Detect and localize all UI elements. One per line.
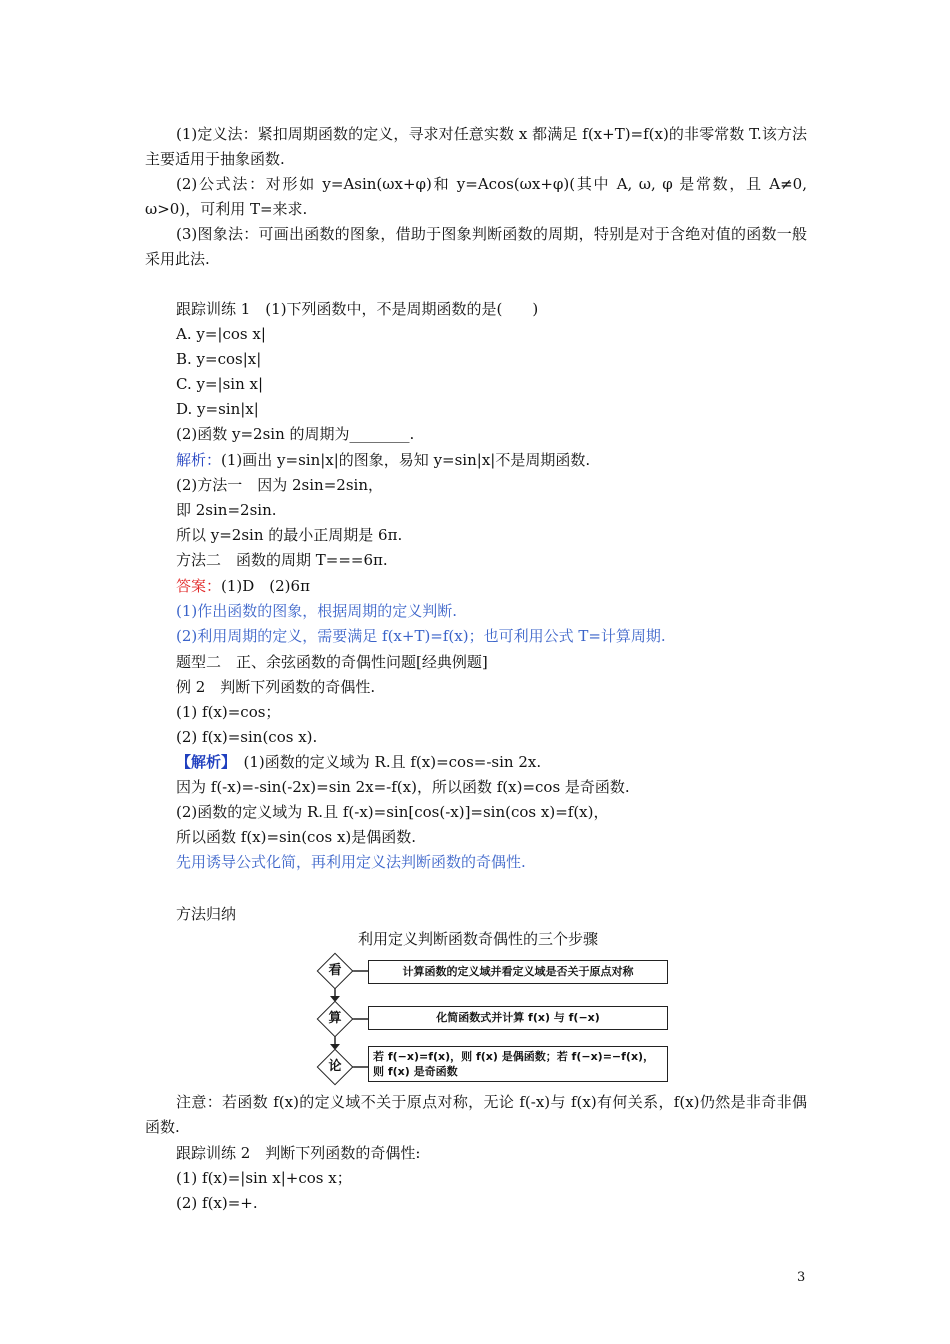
answer-text: (1)D (2)6π xyxy=(221,577,310,595)
solution-text-2: 因为 f(-x)=-sin(-2x)=sin 2x=-f(x)，所以函数 f(x)=cos 是奇函数. xyxy=(176,778,630,796)
method-one: (2)方法一 因为 2sin=2sin， xyxy=(176,476,383,494)
method-two: 方法二 函数的周期 T===6π. xyxy=(176,551,388,569)
answer-line xyxy=(176,576,310,596)
example-2: 例 2 判断下列函数的奇偶性. xyxy=(176,678,376,696)
step-conclude-text: 若 f(−x)=f(x)，则 f(x) 是偶函数；若 f(−x)=−f(x)，则 f(x) 是奇函数 xyxy=(373,1050,655,1078)
figure-title: 利用定义判断函数奇偶性的三个步骤 xyxy=(358,930,599,948)
method-formula: (2)公式法：对形如 y=Asin(ωx+φ)和 y=Acos(ωx+φ)(其中 A, ω, φ 是常数，且 A≠0, ω>0)，可利用 T=来求. xyxy=(145,175,807,218)
solution-text-3: (2)函数的定义域为 R.且 f(-x)=sin[cos(-x)]=sin(cos x)=f(x)， xyxy=(176,803,609,821)
step-look-key: 看 xyxy=(328,963,342,978)
answer-label: 答案： xyxy=(176,577,222,595)
option-b: B. y=cos|x| xyxy=(176,350,262,368)
summary-label: 方法归纳 xyxy=(176,905,237,923)
training2-title: 跟踪训练 2 判断下列函数的奇偶性: xyxy=(176,1144,421,1162)
method-definition: (1)定义法：紧扣周期函数的定义，寻求对任意实数 x 都满足 f(x+T)=f(x)的非零常数 T.该方法主要适用于抽象函数. xyxy=(145,125,807,168)
note: 注意：若函数 f(x)的定义域不关于原点对称，无论 f(-x)与 f(x)有何关系，f(x)仍然是非奇非偶函数. xyxy=(145,1093,807,1136)
example-q1: (1) f(x)=cos； xyxy=(176,703,281,721)
method-graph: (3)图象法：可画出函数的图象，借助于图象判断函数的周期，特别是对于含绝对值的函数一般采用此法. xyxy=(145,225,807,268)
solution-line xyxy=(176,752,541,772)
hint-1: (1)作出函数的图象，根据周期的定义判断. xyxy=(176,602,458,620)
option-d: D. y=sin|x| xyxy=(176,400,259,418)
analysis-line xyxy=(176,450,590,470)
training2-q1: (1) f(x)=|sin x|+cos x； xyxy=(176,1169,352,1187)
training1-q2: (2)函数 y=2sin 的周期为________. xyxy=(176,425,415,443)
type2-title: 题型二 正、余弦函数的奇偶性问题[经典例题] xyxy=(176,653,488,671)
training1-title: 跟踪训练 1 (1)下列函数中，不是周期函数的是( ) xyxy=(176,300,539,318)
step-compute-box xyxy=(368,1006,668,1030)
step-look-diamond xyxy=(318,954,352,988)
hint-2: (2)利用周期的定义，需要满足 f(x+T)=f(x)；也可利用公式 T=计算周期. xyxy=(176,627,666,645)
step-look-box xyxy=(368,960,668,984)
method-one-c: 所以 y=2sin 的最小正周期是 6π. xyxy=(176,526,403,544)
step-look-text: 计算函数的定义域并看定义域是否关于原点对称 xyxy=(402,965,634,978)
solution-text-1: (1)函数的定义域为 R.且 f(x)=cos=-sin 2x. xyxy=(228,753,542,771)
method-one-b: 即 2sin=2sin. xyxy=(176,501,277,519)
option-a: A. y=|cos x| xyxy=(176,325,266,343)
solution-label: 【解析】 xyxy=(176,753,229,771)
step-compute-text: 化简函数式并计算 f(x) 与 f(−x) xyxy=(436,1011,600,1024)
type2-hint: 先用诱导公式化简，再利用定义法判断函数的奇偶性. xyxy=(176,853,526,871)
analysis-label: 解析： xyxy=(176,451,222,469)
option-c: C. y=|sin x| xyxy=(176,375,264,393)
step-conclude-diamond xyxy=(318,1050,352,1084)
step-compute-key: 算 xyxy=(328,1011,342,1026)
training2-q2: (2) f(x)=+. xyxy=(176,1194,258,1212)
step-compute-diamond xyxy=(318,1002,352,1036)
solution-text-4: 所以函数 f(x)=sin(cos x)是偶函数. xyxy=(176,828,417,846)
example-q2: (2) f(x)=sin(cos x). xyxy=(176,728,318,746)
step-conclude-box xyxy=(368,1046,668,1082)
step-conclude-key: 论 xyxy=(328,1059,342,1074)
analysis-text: (1)画出 y=sin|x|的图象，易知 y=sin|x|不是周期函数. xyxy=(221,451,591,469)
page-number: 3 xyxy=(797,1270,806,1285)
